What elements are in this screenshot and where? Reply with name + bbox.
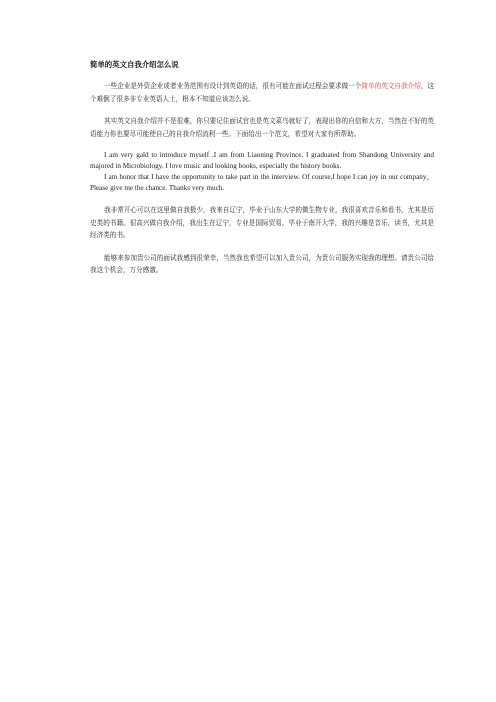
intro-paragraph bbox=[90, 80, 434, 105]
intro-text-after: ，这个难倒了很多非专业英语人士，根本不知道应该怎么说。 bbox=[90, 82, 435, 103]
highlighted-link[interactable]: 简单的英文自我介绍 bbox=[361, 82, 421, 90]
translation-paragraph-1: 我非常开心可以在这里做自我极少，我来自辽宁，毕业于山东大学的微生物专业，我很喜欢音乐和看书，尤其是历史类的书籍。很高兴做自我介绍，我出生在辽宁，专业是国际贸易，毕业于南开大学，我的兴趣是音乐，读书，尤其是经济类的书。 bbox=[90, 206, 434, 239]
english-sample-paragraph-1: I am very gald to introduce myself .I am from Liaoning Province. I graduated from Shandong University and majored in Microbiology. I love music and looking books, especially the history books. bbox=[90, 151, 434, 170]
english-sample-paragraph-2: I am honor that I have the opportunity to take part in the interview. Of course,I hope I can joy in our company，Please give me the chance. Thanks very much. bbox=[90, 173, 434, 192]
intro-text-before: 一些企业是外资企业或者业务范围有设计到英语的话，很有可能在面试过程会要求做一个 bbox=[104, 82, 362, 90]
advice-paragraph: 其实英文自我介绍并不是很难，你只要记住面试官也是英文菜鸟就好了，表现出你的自信和大方，当然在不好的英语能力你也要尽可能使自己的自我介绍流利一些。下面给出一个范文，希望对大家有所帮助。 bbox=[90, 117, 434, 138]
english-sample bbox=[90, 150, 434, 194]
translation-paragraph-2: 能够来参加贵公司的面试我感到很荣幸，当然我也希望可以加入贵公司，为贵公司服务实现我的理想。请贵公司给我这个机会，万分感激。 bbox=[90, 253, 434, 274]
document-title: 简单的英文自我介绍怎么说 bbox=[90, 60, 179, 69]
document-body bbox=[90, 60, 434, 287]
